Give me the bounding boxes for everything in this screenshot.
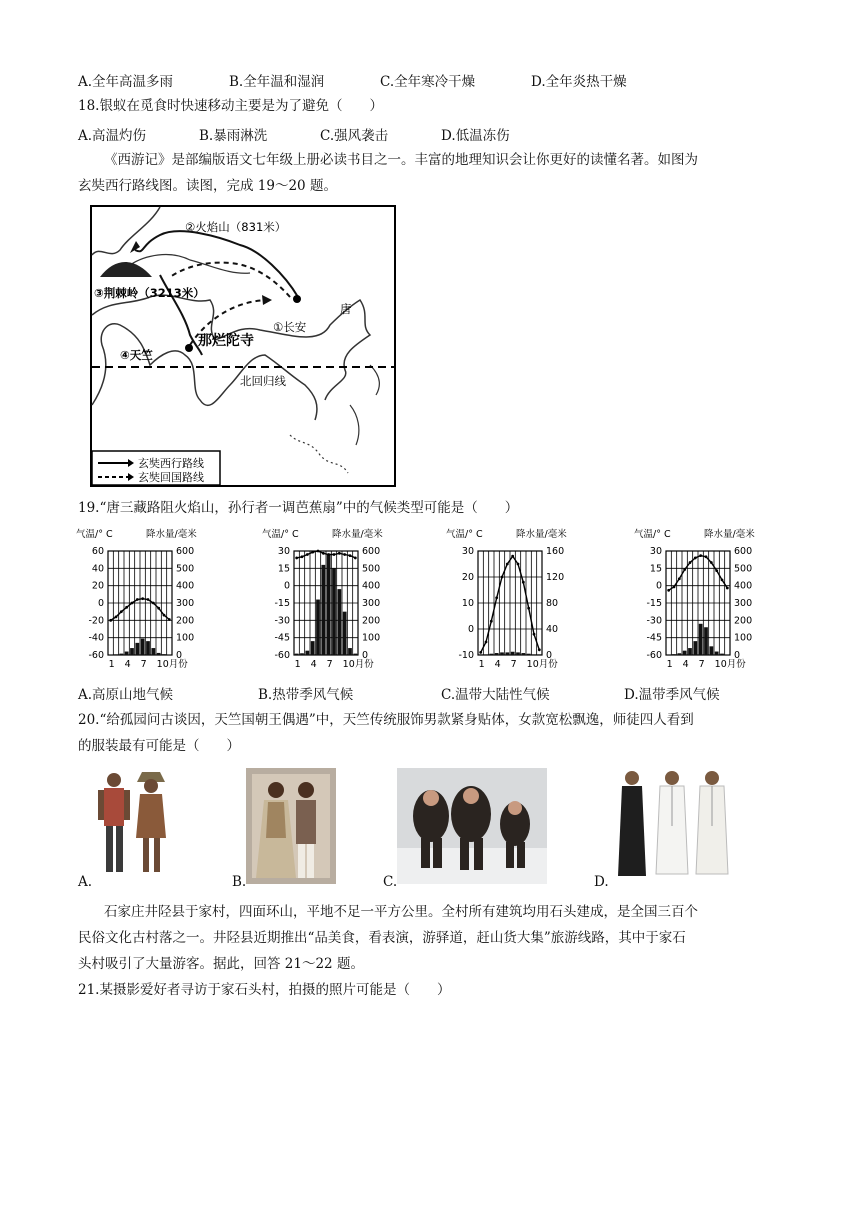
chart-1-ytick-right: 500: [176, 563, 195, 575]
chart-2-precip-bar: [321, 565, 325, 655]
chart-4-xtick: 4: [682, 659, 689, 670]
map-label-nalantuo: 那烂陀寺: [198, 333, 254, 349]
chart-2-ytick-right: 400: [362, 580, 381, 592]
climate-charts: [74, 525, 794, 675]
chart-1-precip-bar: [114, 654, 118, 655]
chart-4-ytick-left: -45: [646, 632, 662, 644]
q17-option-a: A.全年高温多雨: [78, 74, 174, 90]
chart-2-precip-bar: [348, 648, 352, 655]
chart-2-temp-point: [338, 552, 341, 555]
q19-option-b: B.热带季风气候: [258, 687, 354, 703]
chart-4-xtick: 7: [698, 659, 705, 670]
chart-4-temp-point: [689, 561, 692, 564]
chart-3-temp-point: [527, 607, 530, 610]
chart-3-precip-bar: [532, 654, 536, 655]
map-label-tropic: 北回归线: [240, 374, 286, 388]
q20-option-a: A.: [78, 874, 93, 890]
q20-stem-line2: 的服装最有可能是（ ）: [78, 738, 240, 754]
q17-option-b: B.全年温和湿润: [229, 74, 325, 90]
passage2-line2: 民俗文化古村落之一。井陉县近期推出“品美食，看表演，游驿道，赶山货大集”旅游线路，其中于家石: [78, 930, 686, 946]
chart-1-ytick-left: 0: [97, 598, 104, 609]
chart-2-temp-point: [301, 555, 304, 558]
chart-4-ytick-left: -30: [646, 615, 662, 627]
chart-4-temp-point: [726, 587, 729, 590]
chart-4-temp-point: [678, 577, 681, 580]
chart-3-temp-point: [533, 633, 536, 636]
chart-1-xtick: 1: [108, 659, 115, 670]
chart-2-title-left: 气温/° C: [262, 529, 299, 540]
chart-2-temp-point: [322, 552, 325, 555]
chart-2-ytick-right: 500: [362, 563, 381, 575]
chart-1-temp-point: [163, 614, 166, 617]
map-label-tianzhu: ④天竺: [120, 348, 153, 362]
q18-option-d: D.低温冻伤: [441, 128, 510, 144]
q18-option-c: C.强风袭击: [320, 128, 389, 144]
passage2-line1: 石家庄井陉县于家村，四面环山，平地不足一平方公里。全村所有建筑均用石头建成，是全国三百个: [104, 904, 698, 920]
xuanzang-route-map: [90, 205, 396, 487]
chart-3-ytick-left: -10: [458, 650, 474, 661]
passage2-line3: 头村吸引了大量游客。据此，回答 21～22 题。: [78, 956, 364, 972]
chart-3-precip-bar: [537, 654, 541, 655]
chart-4-precip-bar: [725, 654, 729, 655]
chart-3-temp-point: [522, 581, 525, 584]
chart-4-ytick-left: 0: [655, 580, 662, 592]
chart-2-temp-point: [343, 553, 346, 556]
chart-2-ytick-left: 30: [277, 546, 290, 557]
photo-option-d-robes: [610, 766, 740, 882]
chart-3-xtick: 4: [494, 659, 501, 670]
chart-4-ytick-left: -15: [646, 598, 662, 609]
chart-2-precip-bar: [332, 568, 336, 655]
chart-1-title-right: 降水量/毫米: [146, 529, 197, 540]
chart-4-xtick: 10月份: [714, 659, 746, 670]
chart-1-ytick-right: 100: [176, 632, 195, 644]
chart-4-precip-bar: [720, 654, 724, 655]
map-legend-west: 玄奘西行路线: [138, 457, 204, 470]
chart-3-temp-point: [485, 641, 488, 644]
chart-1-temp-point: [168, 618, 171, 621]
chart-4-temp-point: [721, 578, 724, 581]
chart-1-precip-bar: [125, 652, 129, 655]
chart-2-xtick: 4: [310, 659, 317, 670]
chart-4-temp-point: [667, 589, 670, 592]
q20-option-c: C.: [383, 874, 398, 890]
chart-3-temp-point: [501, 576, 504, 579]
chart-3-ytick-left: 20: [461, 572, 474, 583]
chart-2-precip-bar: [343, 612, 347, 655]
chart-2-temp-point: [333, 553, 336, 556]
chart-3-temp-point: [511, 555, 514, 558]
chart-2-temp-point: [311, 551, 314, 554]
chart-2-temp-point: [295, 557, 298, 560]
chart-2-temp-point: [306, 553, 309, 556]
chart-4-temp-point: [710, 561, 713, 564]
chart-3-precip-bar: [489, 654, 493, 655]
chart-2-title-right: 降水量/毫米: [332, 529, 383, 540]
photo-option-a-costumes: [90, 768, 180, 888]
chart-4-precip-bar: [683, 651, 687, 655]
map-label-huoyanshan: ②火焰山（831米）: [185, 220, 287, 234]
chart-4-temp-point: [694, 557, 697, 560]
chart-1-ytick-right: 300: [176, 598, 195, 609]
chart-2-precip-bar: [316, 600, 320, 655]
chart-2-ytick-right: 600: [362, 546, 381, 557]
chart-2-ytick-left: -45: [274, 632, 290, 644]
chart-2-xtick: 10月份: [342, 659, 374, 670]
chart-4-precip-bar: [704, 627, 708, 655]
chart-2-ytick-left: 15: [277, 563, 290, 575]
chart-1-ytick-left: 20: [91, 580, 104, 592]
chart-4-temp-point: [683, 568, 686, 571]
chart-1-precip-bar: [119, 654, 123, 655]
chart-2-precip-bar: [295, 654, 299, 655]
chart-1-precip-bar: [141, 639, 145, 655]
chart-1-ytick-left: 40: [91, 563, 104, 575]
chart-3-temp-point: [479, 651, 482, 654]
chart-2-temp-point: [354, 557, 357, 560]
chart-4-title-left: 气温/° C: [634, 529, 671, 540]
chart-4-ytick-right: 600: [734, 546, 753, 557]
chart-4-title-right: 降水量/毫米: [704, 529, 755, 540]
chart-2-xtick: 1: [294, 659, 301, 670]
chart-1-precip-bar: [130, 648, 134, 655]
chart-4-ytick-right: 300: [734, 598, 753, 609]
chart-3-precip-bar: [527, 654, 531, 655]
chart-2-precip-bar: [337, 589, 341, 655]
chart-4-precip-bar: [688, 648, 692, 655]
chart-2-ytick-left: -15: [274, 598, 290, 609]
chart-1-precip-bar: [109, 655, 113, 656]
chart-1-temp-point: [147, 598, 150, 601]
chart-1-ytick-left: 60: [91, 546, 104, 557]
chart-2-ytick-right: 300: [362, 598, 381, 609]
chart-1-precip-bar: [157, 653, 161, 655]
map-legend-return: 玄奘回国路线: [138, 471, 204, 484]
chart-3-precip-bar: [511, 652, 515, 655]
chart-1-temp-point: [131, 602, 134, 605]
chart-1-temp-point: [115, 615, 118, 618]
chart-4-ytick-right: 200: [734, 615, 753, 627]
chart-4-precip-bar: [672, 654, 676, 655]
q20-option-d: D.: [594, 874, 609, 890]
q19-stem: 19.“唐三藏路阻火焰山，孙行者一调芭蕉扇”中的气候类型可能是（ ）: [78, 500, 519, 516]
map-label-changan: ①长安: [273, 320, 307, 334]
chart-1-ytick-left: -60: [88, 650, 104, 661]
chart-3-precip-bar: [479, 654, 483, 655]
q21-stem: 21.某摄影爱好者寻访于家石头村，拍摄的照片可能是（ ）: [78, 982, 451, 998]
chart-3-ytick-right: 160: [546, 546, 565, 557]
photo-option-b-indian-couple: [246, 768, 336, 884]
q17-option-d: D.全年炎热干燥: [531, 74, 627, 90]
chart-1-precip-bar: [135, 643, 139, 655]
chart-3-xtick: 1: [478, 659, 485, 670]
chart-1-ytick-right: 400: [176, 580, 195, 592]
chart-4-precip-bar: [677, 653, 681, 655]
chart-2-temp-point: [317, 550, 320, 553]
q18-option-b: B.暴雨淋洗: [199, 128, 268, 144]
chart-3-ytick-right: 80: [546, 598, 559, 609]
chart-1-ytick-right: 0: [176, 650, 183, 661]
chart-1-precip-bar: [162, 654, 166, 655]
chart-4-precip-bar: [715, 652, 719, 655]
chart-4-ytick-right: 0: [734, 650, 741, 661]
chart-3-ytick-left: 30: [461, 546, 474, 557]
chart-2-precip-bar: [327, 554, 331, 655]
chart-1-precip-bar: [146, 641, 150, 655]
chart-1-xtick: 10月份: [156, 659, 188, 670]
chart-4-ytick-left: -60: [646, 650, 662, 661]
chart-1-ytick-right: 200: [176, 615, 195, 627]
chart-2-precip-bar: [305, 651, 309, 655]
chart-1-temp-point: [125, 606, 128, 609]
chart-1-precip-bar: [167, 655, 171, 656]
q17-option-c: C.全年寒冷干燥: [380, 74, 476, 90]
chart-2-ytick-left: 0: [283, 580, 290, 592]
q19-option-d: D.温带季风气候: [624, 687, 720, 703]
chart-3-temp-point: [506, 563, 509, 566]
chart-1-title-left: 气温/° C: [76, 529, 113, 540]
chart-3-ytick-right: 120: [546, 572, 565, 583]
chart-3-ytick-right: 0: [546, 650, 553, 661]
chart-4-ytick-right: 100: [734, 632, 753, 644]
chart-3-ytick-left: 10: [461, 598, 474, 609]
chart-4-temp-point: [699, 554, 702, 557]
chart-2-ytick-right: 0: [362, 650, 369, 661]
chart-3-title-right: 降水量/毫米: [516, 529, 567, 540]
chart-3-ytick-right: 40: [546, 624, 559, 635]
chart-1-xtick: 4: [124, 659, 131, 670]
chart-1-temp-point: [152, 602, 155, 605]
chart-2-temp-point: [327, 553, 330, 556]
chart-1-xtick: 7: [140, 659, 147, 670]
q18-stem: 18.银蚁在觅食时快速移动主要是为了避免（ ）: [78, 98, 383, 114]
chart-3-temp-point: [490, 620, 493, 623]
chart-3-precip-bar: [484, 654, 488, 655]
chart-4-temp-point: [705, 555, 708, 558]
chart-2-ytick-right: 200: [362, 615, 381, 627]
chart-4-xtick: 1: [666, 659, 673, 670]
chart-2-precip-bar: [353, 654, 357, 655]
chart-1-ytick-left: -20: [88, 615, 104, 627]
q20-stem-line1: 20.“给孤园问古谈因，天竺国朝王偶遇”中，天竺传统服饰男款紧身贴体，女款宽松飘逸，师徒四人看到: [78, 712, 694, 728]
chart-4-precip-bar: [667, 654, 671, 655]
chart-1-precip-bar: [151, 648, 155, 655]
chart-2-precip-bar: [300, 653, 304, 655]
chart-4-ytick-left: 30: [649, 546, 662, 557]
chart-2-precip-bar: [311, 641, 315, 655]
chart-1-temp-point: [109, 619, 112, 622]
chart-1-ytick-right: 600: [176, 546, 195, 557]
chart-1-temp-point: [157, 607, 160, 610]
q19-option-c: C.温带大陆性气候: [441, 687, 550, 703]
chart-3-temp-point: [538, 648, 541, 651]
chart-2-xtick: 7: [326, 659, 333, 670]
chart-3-xtick: 7: [510, 659, 517, 670]
chart-4-ytick-left: 15: [649, 563, 662, 575]
chart-3-title-left: 气温/° C: [446, 529, 483, 540]
chart-4-ytick-right: 500: [734, 563, 753, 575]
chart-3-precip-bar: [505, 652, 509, 655]
passage1-line1: 《西游记》是部编版语文七年级上册必读书目之一。丰富的地理知识会让你更好的读懂名著。如图为: [104, 152, 698, 168]
chart-4-temp-point: [673, 585, 676, 588]
chart-1-temp-point: [120, 610, 123, 613]
chart-3-ytick-left: 0: [467, 624, 474, 635]
chart-3-precip-bar: [521, 653, 525, 655]
chart-3-precip-bar: [500, 652, 504, 655]
chart-4-ytick-right: 400: [734, 580, 753, 592]
photo-option-c-inuit: [397, 768, 547, 884]
map-label-jijiling: ③荆棘岭（3213米）: [94, 286, 205, 300]
chart-3-xtick: 10月份: [526, 659, 558, 670]
chart-1-temp-point: [136, 598, 139, 601]
chart-2-ytick-left: -30: [274, 615, 290, 627]
chart-4-precip-bar: [693, 641, 697, 655]
chart-4-temp-point: [715, 569, 718, 572]
chart-3-precip-bar: [495, 653, 499, 655]
chart-1-temp-point: [141, 597, 144, 600]
chart-3-precip-bar: [516, 652, 520, 655]
chart-1-ytick-left: -40: [88, 632, 104, 644]
q20-option-b: B.: [232, 874, 247, 890]
chart-2-ytick-right: 100: [362, 632, 381, 644]
chart-2-temp-point: [349, 554, 352, 557]
chart-2-ytick-left: -60: [274, 650, 290, 661]
chart-3-temp-point: [495, 596, 498, 599]
passage1-line2: 玄奘西行路线图。读图，完成 19～20 题。: [78, 178, 337, 194]
q18-option-a: A.高温灼伤: [78, 128, 147, 144]
chart-4-precip-bar: [699, 624, 703, 655]
chart-4-precip-bar: [709, 646, 713, 655]
chart-3-temp-point: [517, 563, 520, 566]
q19-option-a: A.高原山地气候: [78, 687, 174, 703]
map-label-tang: 唐: [340, 302, 352, 316]
